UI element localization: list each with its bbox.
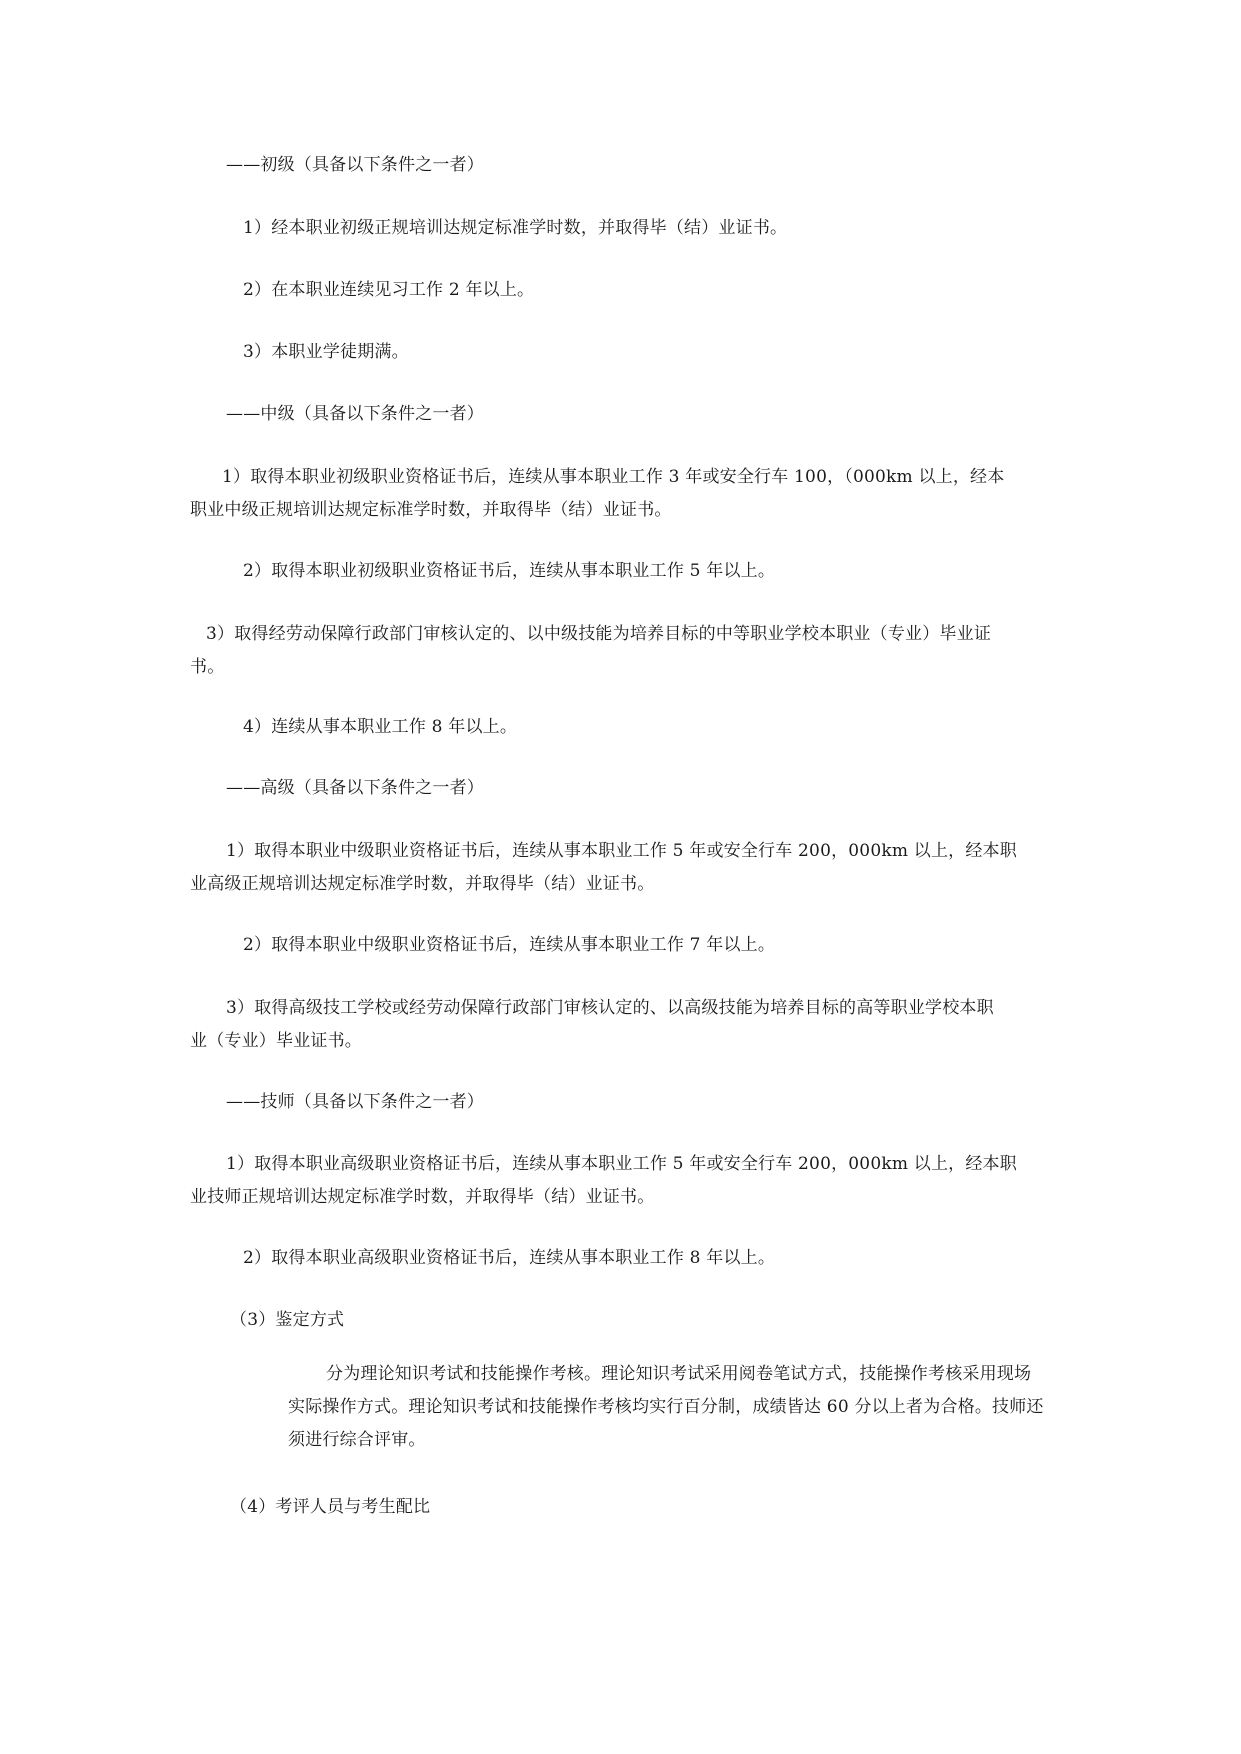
zhongji-item-4: 4）连续从事本职业工作 8 年以上。 (243, 717, 518, 737)
zhongji-item-1-line-2: 职业中级正规培训达规定标准学时数，并取得毕（结）业证书。 (190, 500, 672, 520)
section-3-body: 分为理论知识考试和技能操作考核。理论知识考试采用阅卷笔试方式，技能操作考核采用现场实际操作方式。理论知识考试和技能操作考核均实行百分制，成绩皆达 60 分以上者为合格。技师还须进行综合评审。 (288, 1364, 1044, 1450)
zhongji-item-1-line-1: 1）取得本职业初级职业资格证书后，连续从事本职业工作 3 年或安全行车 100，（000km 以上，经本 (222, 467, 1005, 487)
zhongji-item-2: 2）取得本职业初级职业资格证书后，连续从事本职业工作 5 年以上。 (243, 561, 776, 581)
jishi-heading: ——技师（具备以下条件之一者） (226, 1092, 484, 1112)
jishi-item-1-line-2: 业技师正规培训达规定标准学时数，并取得毕（结）业证书。 (190, 1187, 655, 1207)
gaoji-heading: ——高级（具备以下条件之一者） (226, 778, 484, 798)
section-3-heading: （3）鉴定方式 (230, 1310, 345, 1330)
zhongji-item-3-line-1: 3）取得经劳动保障行政部门审核认定的、以中级技能为培养目标的中等职业学校本职业（专业）毕业证 (206, 624, 992, 644)
chuji-heading: ——初级（具备以下条件之一者） (226, 155, 484, 175)
chuji-item-3: 3）本职业学徒期满。 (243, 342, 409, 362)
jishi-item-2: 2）取得本职业高级职业资格证书后，连续从事本职业工作 8 年以上。 (243, 1248, 776, 1268)
gaoji-item-3-line-2: 业（专业）毕业证书。 (190, 1031, 362, 1051)
chuji-item-1: 1）经本职业初级正规培训达规定标准学时数，并取得毕（结）业证书。 (243, 218, 788, 238)
gaoji-item-1-line-2: 业高级正规培训达规定标准学时数，并取得毕（结）业证书。 (190, 874, 655, 894)
gaoji-item-2: 2）取得本职业中级职业资格证书后，连续从事本职业工作 7 年以上。 (243, 935, 776, 955)
section-4-heading: （4）考评人员与考生配比 (230, 1497, 431, 1517)
jishi-item-1-line-1: 1）取得本职业高级职业资格证书后，连续从事本职业工作 5 年或安全行车 200，000km 以上，经本职 (226, 1154, 1017, 1174)
chuji-item-2: 2）在本职业连续见习工作 2 年以上。 (243, 280, 535, 300)
zhongji-heading: ——中级（具备以下条件之一者） (226, 404, 484, 424)
gaoji-item-3-line-1: 3）取得高级技工学校或经劳动保障行政部门审核认定的、以高级技能为培养目标的高等职业学校本职 (226, 998, 994, 1018)
gaoji-item-1-line-1: 1）取得本职业中级职业资格证书后，连续从事本职业工作 5 年或安全行车 200，000km 以上，经本职 (226, 841, 1017, 861)
zhongji-item-3-line-2: 书。 (190, 657, 225, 677)
